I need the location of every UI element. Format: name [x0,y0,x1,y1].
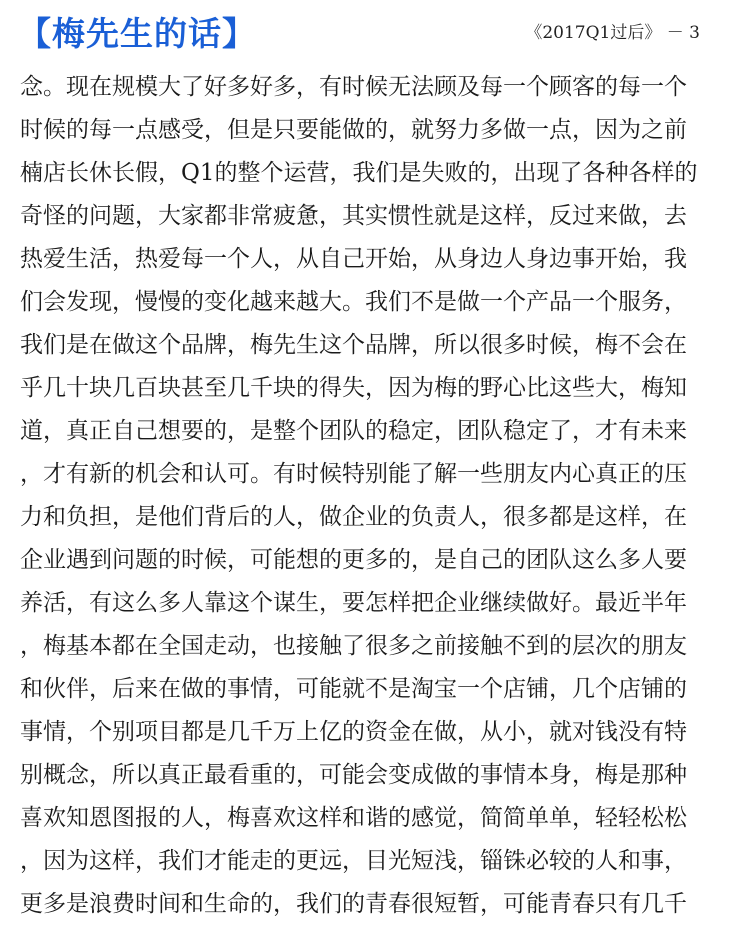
text-line: 和伙伴，后来在做的事情，可能就不是淘宝一个店铺，几个店铺的 [20,676,687,702]
text-line: 时候的每一点感受，但是只要能做的，就努力多做一点，因为之前 [20,117,687,143]
text-line: 楠店长休长假，Q1的整个运营，我们是失败的，出现了各种各样的 [20,160,698,186]
text-line: 奇怪的问题，大家都非常疲惫，其实惯性就是这样，反过来做，去 [20,203,687,229]
text-line: 念。现在规模大了好多好多，有时候无法顾及每一个顾客的每一个 [20,74,687,100]
text-line: 乎几十块几百块甚至几千块的得失，因为梅的野心比这些大，梅知 [20,375,687,401]
text-line: 喜欢知恩图报的人，梅喜欢这样和谐的感觉，简简单单，轻轻松松 [20,805,687,831]
text-line: ，才有新的机会和认可。有时候特别能了解一些朋友内心真正的压 [20,461,687,487]
body-paragraph [20,66,735,926]
text-line: 企业遇到问题的时候，可能想的更多的，是自己的团队这么多人要 [20,547,687,573]
text-line: 我们是在做这个品牌，梅先生这个品牌，所以很多时候，梅不会在 [20,332,687,358]
text-line: 事情，个别项目都是几千万上亿的资金在做，从小，就对钱没有特 [20,719,687,745]
text-line: 养活，有这么多人靠这个谋生，要怎样把企业继续做好。最近半年 [20,590,687,616]
page-header-meta: 《2017Q1过后》 － 3 [525,23,700,43]
text-line: 别概念，所以真正最看重的，可能会变成做的事情本身，梅是那种 [20,762,687,788]
text-line: ，因为这样，我们才能走的更远，目光短浅，锱铢必较的人和事， [20,848,687,874]
text-line: 力和负担，是他们背后的人，做企业的负责人，很多都是这样，在 [20,504,687,530]
text-line: 道，真正自己想要的，是整个团队的稳定，团队稳定了，才有未来 [20,418,687,444]
text-line: 更多是浪费时间和生命的，我们的青春很短暂，可能青春只有几千 [20,891,687,917]
text-line: 热爱生活，热爱每一个人，从自己开始，从身边人身边事开始，我 [20,246,687,272]
text-line: ，梅基本都在全国走动，也接触了很多之前接触不到的层次的朋友 [20,633,687,659]
text-line: 们会发现，慢慢的变化越来越大。我们不是做一个产品一个服务， [20,289,687,315]
page-title: 【梅先生的话】 [18,14,256,53]
